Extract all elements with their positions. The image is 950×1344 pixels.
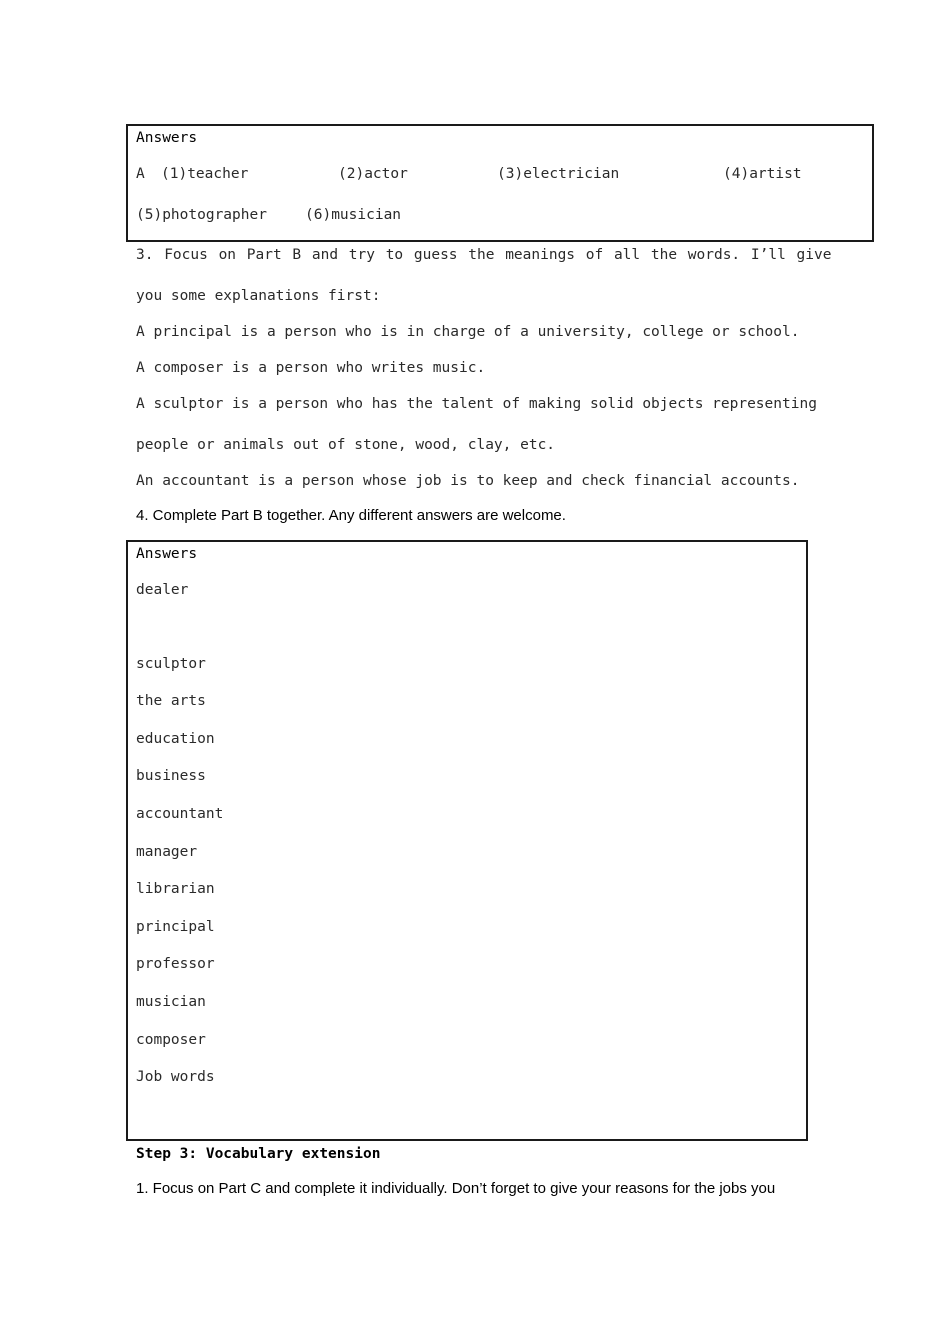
definition-sculptor-line1: A sculptor is a person who has the talent of making solid objects representing — [136, 396, 817, 412]
answer-1: (1)teacher — [161, 166, 249, 182]
word-item: education — [136, 731, 215, 747]
word-item: dealer — [136, 582, 189, 598]
definition-composer: A composer is a person who writes music. — [136, 360, 486, 376]
answer-prefix-a: A — [136, 166, 145, 182]
word-item: principal — [136, 919, 215, 935]
answer-2: (2)actor — [338, 166, 408, 182]
instruction-4: 4. Complete Part B together. Any different answers are welcome. — [136, 507, 566, 524]
step-3-instruction: 1. Focus on Part C and complete it individually. Don’t forget to give your reasons for the jobs you — [136, 1180, 776, 1197]
answers-heading-b: Answers — [136, 546, 198, 562]
answers-box-a — [126, 124, 874, 242]
definition-sculptor-line2: people or animals out of stone, wood, clay, etc. — [136, 437, 556, 453]
word-item: accountant — [136, 806, 224, 822]
definition-accountant: An accountant is a person whose job is to keep and check financial accounts. — [136, 473, 800, 489]
word-item: librarian — [136, 881, 215, 897]
answer-4: (4)artist — [723, 166, 802, 182]
answers-heading-a: Answers — [136, 130, 198, 146]
word-item: the arts — [136, 693, 206, 709]
word-item: business — [136, 768, 206, 784]
step-3-heading: Step 3: Vocabulary extension — [136, 1146, 381, 1162]
word-item: composer — [136, 1032, 206, 1048]
answer-6: (6)musician — [305, 207, 402, 223]
instruction-3-line2: you some explanations first: — [136, 288, 381, 304]
word-item: professor — [136, 956, 215, 972]
word-item: Job words — [136, 1069, 215, 1085]
answer-5: (5)photographer — [136, 207, 267, 223]
word-item: musician — [136, 994, 206, 1010]
answers-box-b — [126, 540, 808, 1141]
instruction-3-line1: 3. Focus on Part B and try to guess the meanings of all the words. I’ll give — [136, 247, 832, 263]
word-item: sculptor — [136, 656, 206, 672]
word-item: manager — [136, 844, 198, 860]
answer-3: (3)electrician — [497, 166, 620, 182]
definition-principal: A principal is a person who is in charge of a university, college or school. — [136, 324, 800, 340]
